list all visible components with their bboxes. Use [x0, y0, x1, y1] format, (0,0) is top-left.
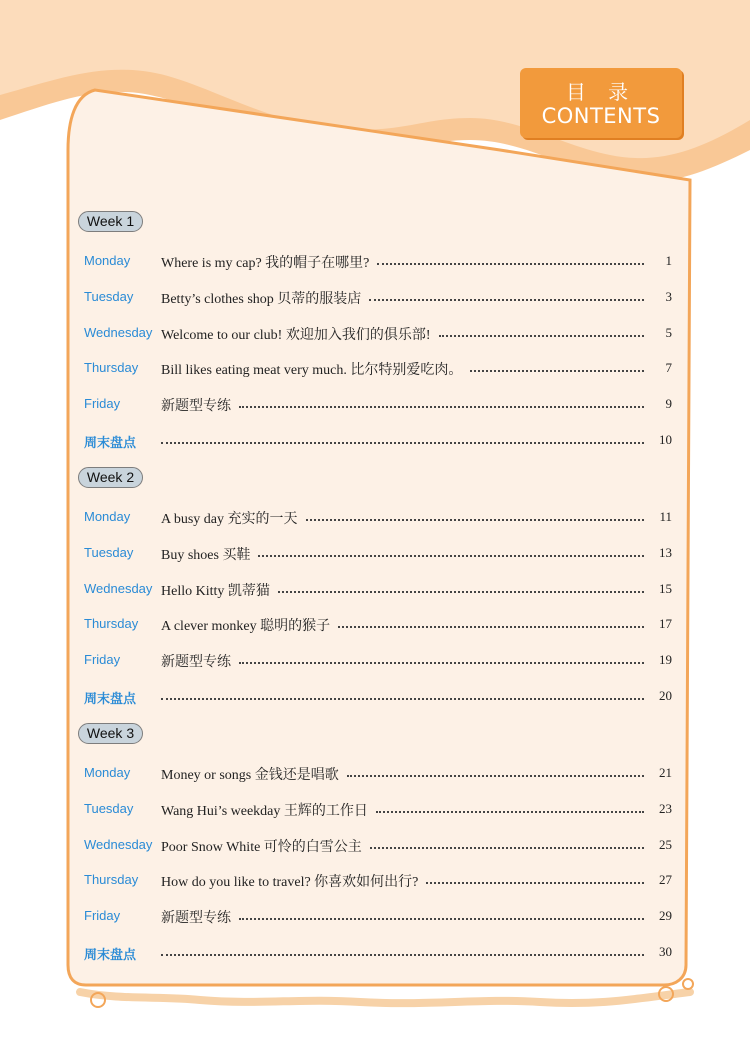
toc-day: Friday [84, 396, 121, 412]
contents-header [520, 68, 682, 138]
toc-page-number: 17 [659, 616, 672, 632]
toc-row[interactable] [84, 321, 672, 345]
toc-title: Hello Kitty 凯蒂猫 [161, 583, 270, 599]
week-badge: Week 3 [78, 723, 143, 744]
toc-page-number: 21 [659, 765, 672, 780]
toc-day: Monday [84, 765, 131, 780]
dot-leader [258, 555, 644, 557]
toc-title: Wang Hui’s weekday 王辉的工作日 [161, 803, 368, 819]
toc-page-number: 23 [659, 800, 672, 816]
dot-leader [161, 698, 644, 700]
toc-day: Thursday [84, 872, 139, 888]
toc-day: Thursday [84, 360, 139, 376]
dot-leader [370, 847, 644, 849]
toc-row[interactable] [84, 541, 672, 565]
toc-day: Monday [84, 509, 131, 524]
toc-page-number: 1 [665, 253, 672, 268]
toc-row[interactable] [84, 428, 672, 452]
toc-title: 新题型专练 [161, 399, 231, 415]
toc-day: Tuesday [84, 544, 134, 560]
toc-title: A busy day 充实的一天 [161, 512, 298, 527]
dot-leader [376, 811, 644, 813]
right-curl-small [683, 979, 693, 989]
toc-page-number: 13 [659, 544, 672, 560]
toc-title: Money or songs 金钱还是唱歌 [161, 768, 339, 783]
toc-row[interactable] [84, 285, 672, 309]
toc-title: 新题型专练 [161, 911, 231, 927]
toc-row[interactable] [84, 940, 672, 964]
toc-page-number: 10 [659, 432, 672, 447]
dot-leader [306, 519, 644, 521]
dot-leader [161, 954, 644, 956]
toc-page-number: 7 [665, 360, 672, 376]
dot-leader [338, 626, 644, 628]
toc-page-number: 25 [659, 836, 672, 852]
toc-page-number: 3 [665, 288, 672, 304]
toc-page-number: 27 [659, 872, 672, 888]
toc-page-number: 15 [659, 580, 672, 596]
toc-title: How do you like to travel? 你喜欢如何出行? [161, 875, 419, 891]
toc-day: Friday [84, 652, 121, 668]
dot-leader [278, 591, 644, 593]
toc-title: Betty’s clothes shop 贝蒂的服装店 [161, 291, 362, 307]
toc-row[interactable] [84, 761, 672, 785]
toc-page-number: 20 [659, 688, 672, 703]
toc-day: Wednesday [84, 324, 153, 340]
dot-leader [439, 335, 644, 337]
toc-day: Wednesday [84, 580, 153, 596]
dot-leader [239, 662, 644, 664]
toc-day: 周末盘点 [84, 692, 137, 707]
contents-title-cn: 目 录 [565, 80, 637, 104]
dot-leader [377, 263, 644, 265]
contents-title-en: CONTENTS [541, 104, 661, 128]
week-badge: Week 2 [78, 467, 143, 488]
toc-page-number: 30 [659, 944, 672, 959]
dot-leader [369, 299, 644, 301]
toc-row[interactable] [84, 356, 672, 380]
week-badge: Week 1 [78, 211, 143, 232]
toc-page-number: 5 [665, 324, 672, 340]
toc-row[interactable] [84, 612, 672, 636]
toc-row[interactable] [84, 648, 672, 672]
dot-leader [426, 882, 644, 884]
toc-day: Tuesday [84, 800, 134, 816]
toc-day: 周末盘点 [84, 436, 137, 451]
dot-leader [161, 442, 644, 444]
toc-page-number: 11 [659, 509, 672, 524]
dot-leader [470, 370, 644, 372]
toc-row[interactable] [84, 392, 672, 416]
toc-title: 新题型专练 [161, 655, 231, 671]
dot-leader [239, 918, 644, 920]
toc-title: Poor Snow White 可怜的白雪公主 [161, 839, 362, 855]
toc-row[interactable] [84, 904, 672, 928]
toc-page-number: 9 [665, 396, 672, 412]
toc-day: 周末盘点 [84, 948, 137, 963]
toc-row[interactable] [84, 505, 672, 529]
toc-day: Friday [84, 908, 121, 924]
toc-title: Buy shoes 买鞋 [161, 547, 251, 563]
toc-day: Thursday [84, 616, 139, 632]
toc-title: Where is my cap? 我的帽子在哪里? [161, 256, 370, 271]
toc-row[interactable] [84, 249, 672, 273]
toc-page-number: 19 [659, 652, 672, 668]
bottom-scroll [80, 992, 690, 1003]
toc-row[interactable] [84, 684, 672, 708]
toc-day: Tuesday [84, 288, 134, 304]
toc-title: Welcome to our club! 欢迎加入我们的俱乐部! [161, 327, 431, 343]
toc-row[interactable] [84, 833, 672, 857]
toc-title: A clever monkey 聪明的猴子 [161, 619, 331, 635]
toc-title: Bill likes eating meat very much. 比尔特别爱吃肉。 [161, 363, 463, 379]
toc-row[interactable] [84, 868, 672, 892]
toc-row[interactable] [84, 577, 672, 601]
toc-day: Wednesday [84, 836, 153, 852]
toc-day: Monday [84, 253, 131, 268]
toc-page-number: 29 [659, 908, 672, 924]
dot-leader [347, 775, 644, 777]
dot-leader [239, 406, 644, 408]
toc-row[interactable] [84, 797, 672, 821]
